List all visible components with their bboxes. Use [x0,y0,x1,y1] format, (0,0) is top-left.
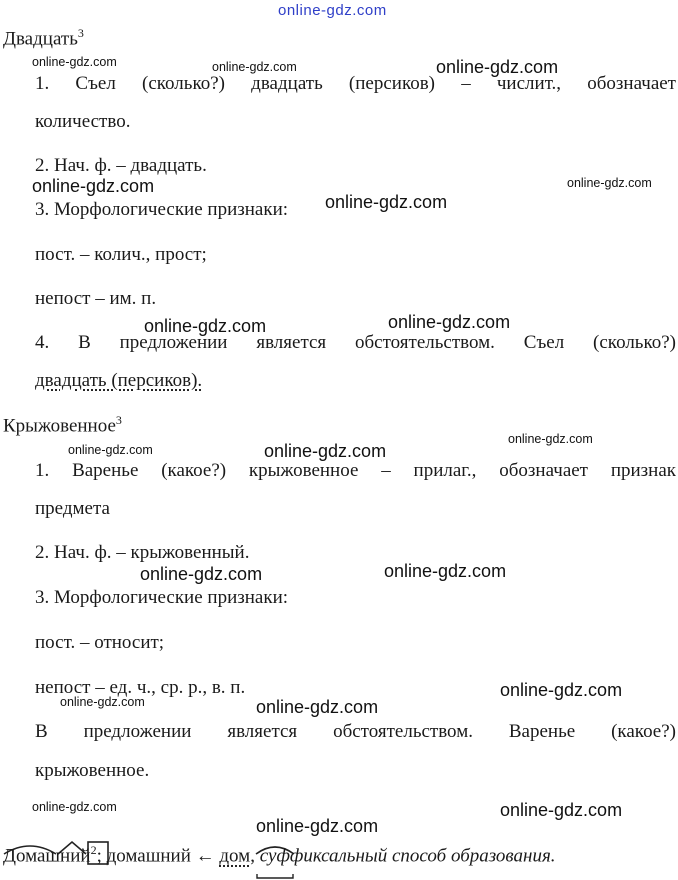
section1-line6: 4. В предложении является обстоятельством. Съел (сколько?) [35,332,676,353]
derived-word: Домашний [3,845,91,867]
base-zero-ending-mark [257,874,293,878]
watermark: online-gdz.com [212,60,297,74]
watermark: online-gdz.com [500,800,623,820]
section1-title: Двадцать$^3$ [3,26,84,50]
watermark: online-gdz.com [264,441,387,461]
section1-line2: 2. Нач. ф. – двадцать. [35,155,207,176]
watermark: online-gdz.com [436,57,559,77]
section1-line1: 1. Съел (сколько?) двадцать (персиков) – числит., обозначает [35,73,676,94]
formation-method: суффиксальный способ образования. [259,845,556,867]
watermark: online-gdz.com [500,680,623,700]
section2-line1: 1. Варенье (какое?) крыжовенное – прилаг., обозначает признак [35,460,676,481]
watermark: online-gdz.com [68,443,153,457]
watermark: online-gdz.com [508,432,593,446]
section2-line3: 3. Морфологические признаки: [35,587,289,608]
section2-line1b: предмета [35,498,110,519]
section1-line6b: двадцать (персиков). [35,370,203,391]
section2-line4: пост. – относит; [35,632,165,653]
word-formation-line: Домашний$^2$; домашний ← дом, суффиксальный способ образования. [3,843,556,867]
watermark: online-gdz.com [388,312,511,332]
watermark: online-gdz.com [256,816,379,836]
watermark: online-gdz.com [256,697,379,717]
section2-title: Крыжовенное$^3$ [3,413,122,437]
watermark: online-gdz.com [60,695,145,709]
watermark: online-gdz.com [32,176,155,196]
section2-line2: 2. Нач. ф. – крыжовенный. [35,542,250,563]
section2-line5: непост – ед. ч., ср. р., в. п. [35,677,246,698]
section2-line6b: крыжовенное. [35,760,150,781]
section1-line4: пост. – колич., прост; [35,244,207,265]
watermark: online-gdz.com [32,800,117,814]
section1-line1b: количество. [35,111,131,132]
section2-line6: В предложении является обстоятельством. Варенье (какое?) [35,721,676,742]
section1-line5: непост – им. п. [35,288,157,309]
base-word: дом [219,845,251,867]
watermark: online-gdz.com [325,192,448,212]
watermark: online-gdz.com [140,564,263,584]
section1-line3: 3. Морфологические признаки: [35,199,289,220]
watermark: online-gdz.com [32,55,117,69]
watermark: online-gdz.com [384,561,507,581]
watermark: online-gdz.com [567,176,652,190]
watermark-top: online-gdz.com [278,2,387,19]
watermark: online-gdz.com [144,316,267,336]
